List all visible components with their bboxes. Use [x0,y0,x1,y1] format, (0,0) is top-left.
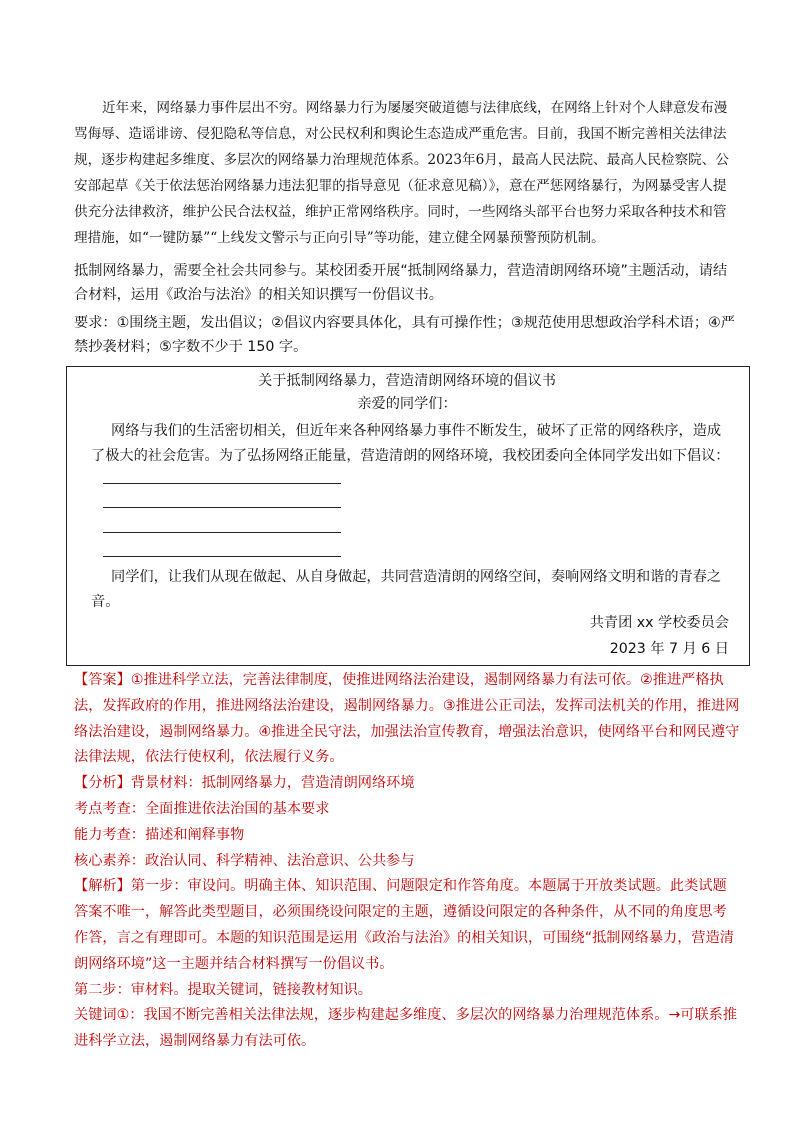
background-material [74,95,738,252]
answer-blank-line [103,532,341,533]
jiexi-paragraph [74,874,740,977]
letter-signature: 共青团 xx 学校委员会 [589,615,729,631]
jiexi-text: 第一步：审设问。明确主体、知识范围、问题限定和作答角度。本题属于开放类试题。此类试题答案不唯一，解答此类型题目，必须围绕设问限定的主题，遵循设问限定的各种条件，从不同的角度思考作答，言之有理即可。本题的知识范围是运用《政治与法治》的相关知识，可围绕“抵制网络暴力，营造清朗网络环境”这一主题并结合材料撰写一份倡议书。 [74,878,734,972]
answer-paragraph [74,668,740,771]
answer-blank-line [103,507,341,508]
nengli-line: 能力考查：描述和阐释事物 [74,826,245,843]
analysis-text: 背景材料：抵制网络暴力，营造清朗网络环境 [130,775,415,792]
question-requirements: 要求：①围绕主题，发出倡议；②倡议内容要具体化，具有可操作性；③规范使用思想政治学科术语；④严禁抄袭材料；⑤字数不少于 150 字。 [74,314,735,355]
analysis-tag: 【分析】 [74,775,131,792]
keyword1-paragraph: 关键词①：我国不断完善相关法律法规，逐步构建起多维度、多层次的网络暴力治理规范体系。→可联系推进科学立法，遏制网络暴力有法可依。 [74,1007,738,1050]
kaodian-line: 考点考查：全面推进依法治国的基本要求 [74,800,330,817]
answer-blank-line [103,556,341,557]
letter-date: 2023 年 7 月 6 日 [609,641,729,657]
material-paragraph: 近年来，网络暴力事件层出不穷。网络暴力行为屡屡突破道德与法律底线，在网络上针对个人肆意发布漫骂侮辱、造谣诽谤、侵犯隐私等信息，对公民权利和舆论生态造成严重危害。目前，我国不断完善相关法律法规，逐步构建起多维度、多层次的网络暴力治理规范体系。2023年6月，最高人民法院、最高人民检察院、公安部起草《关于依法惩治网络暴力违法犯罪的指导意见（征求意见稿）》，意在严惩网络暴行，为网暴受害人提供充分法律救济，维护公民合法权益，维护正常网络秩序。同时，一些网络头部平台也努力采取各种技术和管理措施，如“一键防暴”“上线发文警示与正向引导”等功能，建立健全网暴预警预防机制。 [74,100,729,247]
letter-title: 关于抵制网络暴力，营造清朗网络环境的倡议书 [258,373,556,389]
answer-section [74,668,740,1055]
letter-intro-paragraph: 网络与我们的生活密切相关，但近年来各种网络暴力事件不断发生，破坏了正常的网络秩序，造成了极大的社会危害。为了弘扬网络正能量，营造清朗的网络环境，我校团委向全体同学发出如下倡议： [91,423,730,464]
letter-closing-paragraph: 同学们，让我们从现在做起、从自身做起，共同营造清朗的网络空间，奏响网络文明和谐的青春之音。 [91,569,722,610]
analysis-paragraph [74,771,740,797]
suyang-line: 核心素养：政治认同、科学精神、法治意识、公共参与 [74,852,415,869]
answer-text: ①推进科学立法，完善法律制度，使推进网络法治建设，遏制网络暴力有法可依。②推进严格执法，发挥政府的作用，推进网络法治建设，遏制网络暴力。③推进公正司法，发挥司法机关的作用，推进网络法治建设，遏制网络暴力。④推进全民守法，加强法治宣传教育，增强法治意识，使网络平台和网民遵守法律法规，依法行使权利，依法履行义务。 [74,672,740,766]
answer-blank-line [103,483,341,484]
question-prompt: 抵制网络暴力，需要全社会共同参与。某校团委开展“抵制网络暴力，营造清朗网络环境”主题活动，请结合材料，运用《政治与法治》的相关知识撰写一份倡议书。 [74,263,728,304]
jiexi-tag: 【解析】 [74,878,131,895]
answer-tag: 【答案】 [74,672,131,688]
proposal-letter-box [66,366,750,666]
question-block [74,259,738,359]
letter-greeting: 亲爱的同学们： [357,396,457,412]
step2-line: 第二步：审材料。提取关键词，链接教材知识。 [74,981,372,998]
